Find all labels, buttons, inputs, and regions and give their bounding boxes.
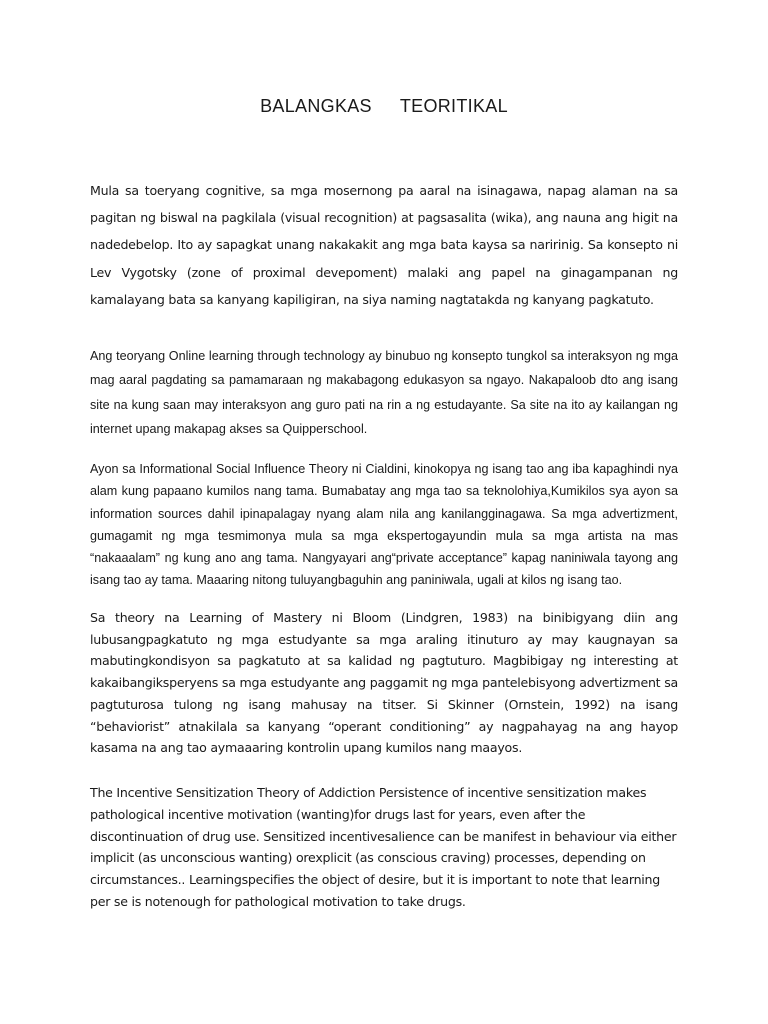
paragraph-informational-social-influence: Ayon sa Informational Social Influence Theory ni Cialdini, kinokopya ng isang tao ang iba kapaghindi nya alam kung papaano kumilos nang tama. Bumabatay ang mga tao sa teknolohiya,Kumikilos sya ayon sa information sources dahil ipinapalagay nyang alam nila ang kanilangginagawa. Sa mga advertizment, gumagamit ng mga tesmimonya mula sa mga ekspertogayundin mula sa mga artista na mas “nakaaalam” ng kung ano ang tama. Nangyayari ang“private acceptance” kapag naniniwala tayong ang isang tao ay tama. Maaaring nitong tuluyangbaguhin ang paniniwala, ugali at kilos ng isang tao. xyxy=(90,462,678,588)
paragraph-incentive-sensitization: The Incentive Sensitization Theory of Addiction Persistence of incentive sensitization makes pathological incentive motivation (wanting)for drugs last for years, even after the discontinuation of drug use. Sensitized incentivesalience can be manifest in behaviour via either implicit (as unconscious wanting) orexplicit (as conscious craving) processes, depending on circumstances.. Learningspecifies the object of desire, but it is important to note that learning per se is notenough for pathological motivation to take drugs. xyxy=(90,785,677,909)
paragraph-online-learning: Ang teoryang Online learning through technology ay binubuo ng konsepto tungkol sa interaksyon ng mga mag aaral pagdating sa pamamaraan ng makabagong edukasyon sa ngayo. Nakapaloob dto ang isang site na kung saan may interaksyon ang guro pati na rin a ng estudayante. Sa site na ito ay kailangan ng internet upang makapag akses sa Quipperschool. xyxy=(90,349,678,437)
document-title xyxy=(0,96,768,117)
title-word-teoritikal: TEORITIKAL xyxy=(399,96,508,116)
paragraph-cognitive-theory: Mula sa toeryang cognitive, sa mga mosernong pa aaral na isinagawa, napag alaman na sa pagitan ng biswal na pagkilala (visual recognition) at pagsasalita (wika), ang nauna ang higit na nadedebelop. Ito ay sapagkat unang nakakakit ang mga bata kaysa sa naririnig. Sa konsepto ni Lev Vygotsky (zone of proximal devepoment) malaki ang papel na ginagampanan ng kamalayang bata sa kanyang kapiligiran, na siya naming nagtatakda ng kanyang pagkatuto. xyxy=(90,183,678,307)
paragraph-learning-of-mastery: Sa theory na Learning of Mastery ni Bloom (Lindgren, 1983) na binibigyang diin ang lubusangpagkatuto ng mga estudyante sa mga araling itinuturo ay may kaugnayan sa mabutingkondisyon sa pagkatuto at sa kalidad ng pagtuturo. Magbibigay ng interesting at kakaibangiksperyens sa mga estudyante ang paggamit ng mga pantelebisyong advertizment sa pagtuturosa tulong ng isang mahusay na titser. Si Skinner (Ornstein, 1992) na isang “behaviorist” atnakilala sa kanyang “operant conditioning” ay nagpahayag na ang hayop kasama na ang tao aymaaaring kontrolin upang kumilos nang maayos. xyxy=(90,610,678,756)
title-word-balangkas: BALANGKAS xyxy=(260,96,372,116)
